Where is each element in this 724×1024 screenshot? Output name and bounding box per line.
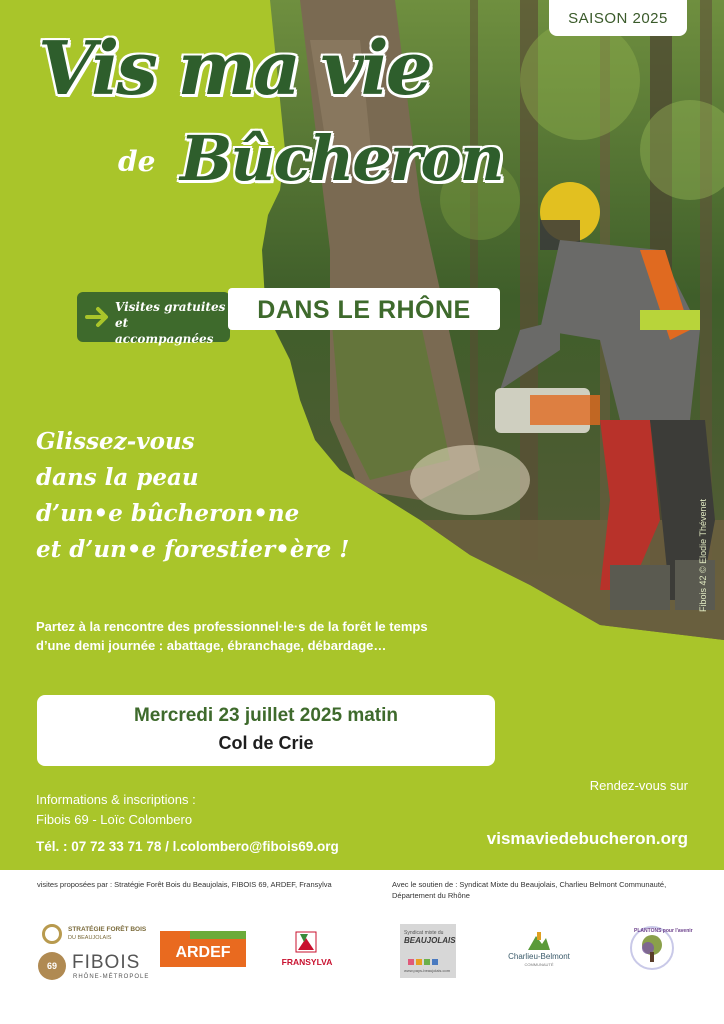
fransylva-logo (280, 930, 334, 970)
title-connector: de (118, 145, 156, 178)
fransylva-logo-text: FRANSYLVA (281, 957, 333, 967)
title-main: Vis ma vie (38, 26, 430, 112)
charlieu-belmont-logo (506, 930, 572, 970)
fransylva-leaf-icon (294, 930, 318, 954)
plantons-pour-lavenir-logo (628, 924, 693, 976)
season-badge: SAISON 2025 (549, 0, 687, 36)
description-line-2: d’une demi journée : abattage, ébranchage, débardage… (36, 638, 387, 653)
ring-icon (42, 924, 62, 944)
visits-text (115, 299, 227, 347)
organizers-credit: visites proposées par : Stratégie Forêt Bois du Beaujolais, FIBOIS 69, ARDEF, Fransylva (37, 880, 332, 889)
event-date: Mercredi 23 juillet 2025 matin (133, 705, 398, 726)
hills-icon (528, 930, 550, 950)
ardef-stripe (190, 931, 246, 939)
info-title: Informations & inscriptions : (36, 792, 196, 807)
strategie-foret-bois-logo (40, 922, 150, 948)
strategie-logo-subtext: DU BEAUJOLAIS (68, 935, 112, 941)
plantons-logo-text: PLANTONS pour l'avenir (634, 928, 693, 934)
info-organizer: Fibois 69 - Loïc Colombero (36, 812, 193, 827)
info-phone-email[interactable]: Tél. : 07 72 33 71 78 / l.colombero@fibois69.org (36, 839, 339, 854)
rendezvous-label: Rendez-vous sur (589, 778, 688, 793)
sponsors-credit: Avec le soutien de : Syndicat Mixte du Beaujolais, Charlieu Belmont Communauté, Département du Rhône (392, 880, 667, 900)
description-line-1: Partez à la rencontre des professionnel·le·s de la forêt le temps (36, 619, 428, 634)
visits-badge (77, 292, 230, 346)
region-label: DANS LE RHÔNE (228, 288, 500, 330)
beaujolais-logo-url: www.pays-beaujolais.com (404, 968, 451, 973)
photo-credit: Fibois 42 © Elodie Thévenet (698, 498, 708, 612)
website-link[interactable]: vismaviedebucheron.org (486, 829, 688, 848)
event-card (37, 695, 495, 766)
ardef-logo-text: ARDEF (160, 939, 246, 967)
fibois-logo-subtext: RHÔNE-MÉTROPOLE (73, 974, 150, 980)
visits-line-1: Visites gratuites (115, 300, 226, 314)
beaujolais-logo-pretext: Syndicat mixte du (404, 930, 444, 936)
event-place: Col de Crie (218, 733, 314, 753)
tagline-line-3: d’un•e bûcheron•ne (36, 500, 300, 527)
charlieu-logo-text: Charlieu-Belmont (508, 952, 570, 961)
visits-line-2: et accompagnées (115, 316, 214, 346)
title-sub: Bûcheron (180, 122, 503, 195)
tree-icon (640, 934, 664, 964)
fibois-logo-mark: 69 (38, 952, 66, 980)
fibois-logo-text: FIBOIS (72, 952, 141, 973)
fibois-logo (38, 950, 148, 982)
color-dots-icon (408, 952, 448, 960)
contact-info (36, 790, 436, 857)
beaujolais-logo (400, 924, 456, 978)
tagline-line-2: dans la peau (36, 464, 199, 491)
tagline-line-1: Glissez-vous (36, 428, 195, 455)
arrow-right-icon (85, 303, 111, 331)
ardef-logo (160, 931, 246, 967)
tagline-line-4: et d’un•e forestier•ère ! (36, 536, 350, 563)
strategie-logo-text: STRATÉGIE FORÊT BOIS (68, 926, 147, 933)
beaujolais-logo-text: BEAUJOLAIS (404, 936, 456, 945)
tagline (36, 424, 356, 568)
charlieu-logo-subtext: COMMUNAUTÉ (524, 962, 554, 967)
description (36, 617, 536, 655)
